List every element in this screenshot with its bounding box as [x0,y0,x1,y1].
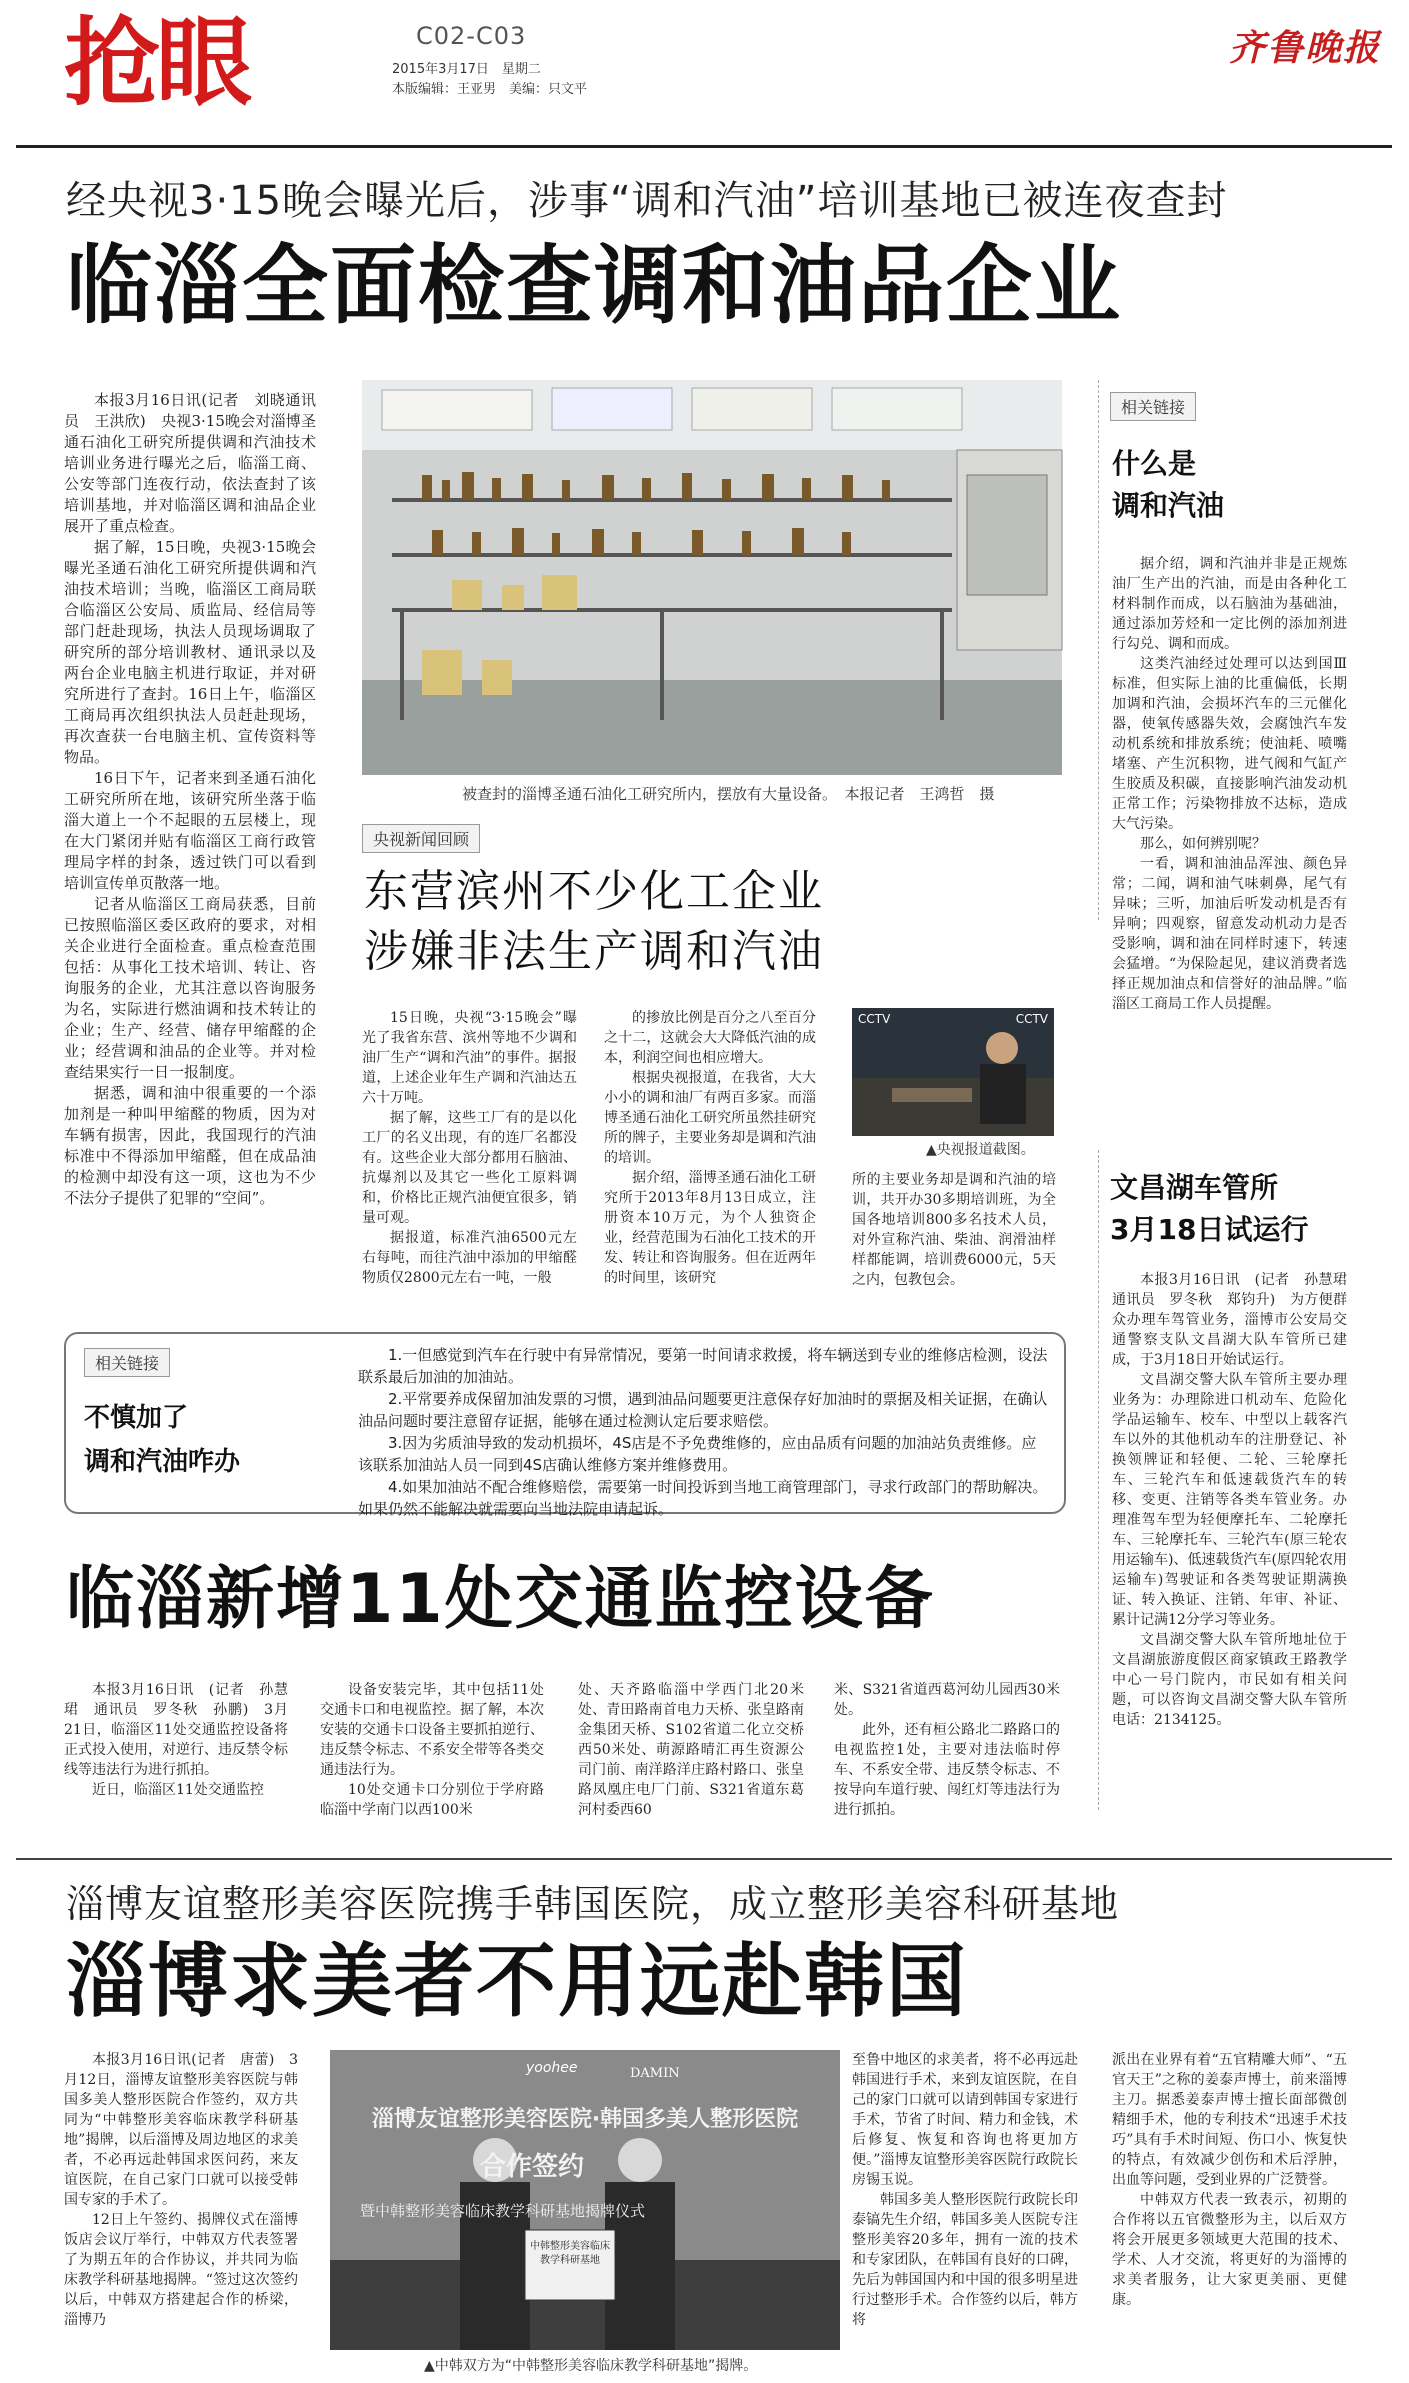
story2-paragraph: 据报道，标准汽油6500元左右每吨，而往汽油中添加的甲缩醛物质仅2800元左右一吨，一般 [362,1230,577,1286]
story2-tag: 央视新闻回顾 [362,824,480,853]
story2-headline-2: 涉嫌非法生产调和汽油 [364,926,824,977]
sidebar-oil-paragraph: 一看，调和油油品浑浊、颜色异常；二闻，调和油气味刺鼻，尾气有异味；三听，加油后听发动机是否有异响；四观察，留意发动机动力是否受影响，调和油在同样时速下，转速会猛增。“为保险起见，建议消费者选择正规加油点和信誉好的油品牌。”临淄区工商局工作人员提醒。 [1112,856,1347,1012]
sidebar-car-paragraph: 本报3月16日讯 (记者 孙慧珺 通讯员 罗冬秋 郑钧升) 为方便群众办理车驾管业务，淄博市公安局交通警察支队文昌湖大队车管所已建成，于3月18日开始试运行。 [1112,1272,1361,1368]
section-rule [16,1858,1392,1860]
sidebar-car-body [1112,1270,1361,1830]
story4-paragraph: 中韩双方代表一致表示，初期的合作将以五官微整形为主，以后双方将会开展更多领域更大范围的技术、学术、人才交流，将更好的为淄博的求美者服务，让大家更美丽、更健康。 [1112,2192,1347,2308]
lab-photo [362,380,1062,775]
story3-headline: 临淄新增11处交通监控设备 [66,1560,935,1639]
story3-paragraph: 处、天齐路临淄中学西门北20米处、青田路南首电力天桥、张皇路南金集团天桥、S102省道二化立交桥西50米处、萌源路晴汇再生资源公司门前、南洋路洋庄路村路口、张皇路凤凰庄电厂门前、S321省道东葛河村委西60 [578,1682,804,1818]
hospital-logo-a: yoohee [526,2060,578,2076]
story2-col2 [604,1008,816,1318]
story4-paragraph: 至鲁中地区的求美者，将不必再远赴韩国进行手术，来到友谊医院，在自己的家门口就可以请到韩国专家进行手术，节省了时间、精力和金钱，术后修复、恢复和咨询也将更加方便。”淄博友谊整形美容医院行政院长房锡玉说。 [852,2052,1078,2188]
story3-col1 [64,1680,288,1840]
story4-paragraph: 派出在业界有着“五官精雕大师”、“五官天王”之称的姜泰声博士，前来淄博主刀。据悉姜泰声博士擅长面部微创精细手术，他的专利技术“迅速手术技巧”具有手术时间短、伤口小、恢复快的特点，有效减少创伤和术后浮肿，出血等问题，受到业界的广泛赞誉。 [1112,2052,1347,2188]
sidebar-oil-heading-2: 调和汽油 [1112,489,1225,522]
story4-paragraph: 本报3月16日讯(记者 唐蕾) 3月12日，淄博友谊整形美容医院与韩国多美人整形医院合作签约，双方共同为“中韩整形美容临床教学科研基地”揭牌，以后淄博及周边地区的求美者，不必再远赴韩国求医问药，来友谊医院，在自己家门口就可以接受韩国专家的手术了。 [64,2052,298,2208]
sidebar-oil-paragraph: 这类汽油经过处理可以达到国Ⅲ标准，但实际上油的比重偏低，长期加调和汽油，会损坏汽车的三元催化器，使氧传感器失效，会腐蚀汽车发动机系统和排放系统；使油耗、喷嘴堵塞、产生沉积物，进气阀和气缸产生胶质及积碳，直接影响汽油发动机正常工作；污染物排放不达标，造成大气污染。 [1112,656,1347,832]
story2-col3 [852,1170,1056,1320]
banner-text: 淄博友谊整形美容医院·韩国多美人整形医院 [371,2107,799,2132]
story4-col1 [64,2050,298,2380]
tv-logo-left: CCTV [858,1012,891,1026]
tv-logo-right: CCTV [1015,1012,1048,1026]
tips-item: 3.因为劣质油导致的发动机损坏，4S店是不予免费维修的，应由品质有问题的加油站负责维修。应该联系加油站人员一同到4S店确认维修方案并维修费用。 [358,1434,1037,1474]
sidebar-oil-tag: 相关链接 [1110,392,1196,421]
tips-tag: 相关链接 [84,1348,170,1377]
lab-photo-illustration [362,380,1062,775]
plaque-text: 中韩整形美容临床教学科研基地 [530,2241,610,2266]
story1-body [64,390,316,1310]
newspaper-logo: 齐鲁晚报 [1228,27,1381,69]
story4-kicker: 淄博友谊整形美容医院携手韩国医院，成立整形美容科研基地 [66,1882,1120,1926]
hospital-logo-b: DAMIN [630,2066,680,2081]
tips-list [358,1344,1048,1518]
banner-sign: 合作签约 [480,2152,585,2182]
sidebar-divider [1098,1150,1100,1810]
tips-heading-2: 调和汽油咋办 [84,1447,241,1477]
story4-col2 [852,2050,1078,2380]
tips-item: 1.一但感觉到汽车在行驶中有异常情况，要第一时间请求救援，将车辆送到专业的维修店检测，设法联系最后加油的加油站。 [358,1346,1048,1386]
story3-col2 [320,1680,544,1840]
ceremony-photo-caption: ▲中韩双方为“中韩整形美容临床教学科研基地”揭牌。 [424,2358,758,2374]
story1-paragraph: 本报3月16日讯(记者 刘晓通讯员 王洪欣) 央视3·15晚会对淄博圣通石油化工研究所提供调和汽油技术培训业务进行曝光之后，临淄工商、公安等部门连夜行动，依法查封了该培训基地，并对临淄区调和油品企业展开了重点检查。 [64,391,316,535]
tv-screenshot [852,1008,1054,1136]
sidebar-car-heading-2: 3月18日试运行 [1110,1213,1309,1246]
story3-paragraph: 近日，临淄区11处交通监控 [92,1782,264,1798]
tv-screenshot-illustration [852,1008,1054,1136]
banner-subtitle: 暨中韩整形美容临床教学科研基地揭牌仪式 [360,2202,646,2220]
story1-paragraph: 16日下午，记者来到圣通石油化工研究所所在地，该研究所坐落于临淄大道上一个不起眼的五层楼上，现在大门紧闭并贴有临淄区工商行政管理局字样的封条，透过铁门可以看到培训宣传单页散落一地。 [64,769,316,892]
story2-paragraph: 所的主要业务却是调和汽油的培训，共开办30多期培训班，为全国各地培训800多名技术人员，对外宣称汽油、柴油、润滑油样样都能调，培训费6000元，5天之内，包教包会。 [852,1172,1056,1288]
issue-date: 2015年3月17日 星期二 [392,62,541,77]
sidebar-oil-paragraph: 那么，如何辨别呢？ [1140,836,1266,852]
story3-col3 [578,1680,804,1840]
sidebar-oil-body [1112,554,1347,1114]
sidebar-oil-heading-1: 什么是 [1112,447,1197,480]
story3-paragraph: 设备安装完毕，其中包括11处交通卡口和电视监控。据了解，本次安装的交通卡口设备主要抓拍逆行、违反禁令标志、不系安全带等各类交通违法行为。 [320,1682,544,1778]
story2-paragraph: 据介绍，淄博圣通石油化工研究所于2013年8月13日成立，注册资本10万元，为个人独资企业，经营范围为石油化工技术的开发、转让和咨询服务。但在近两年的时间里，该研究 [604,1170,816,1286]
ceremony-photo [330,2050,840,2350]
sidebar-car-paragraph: 文昌湖交警大队车管所主要办理业务为：办理除进口机动车、危险化学品运输车、校车、中型以上载客汽车以外的其他机动车的注册登记、补换领牌证和轻便、二轮、三轮摩托车、三轮汽车和低速载货汽车的转移、变更、注销等各类车管业务。办理准驾车型为轻便摩托车、二轮摩托车、三轮摩托车、三轮汽车(原三轮农用运输车)、低速载货汽车(原四轮农用运输车)驾驶证和各类驾驶证期满换证、转入换证、注销、年审、补证、累计记满12分学习等业务。 [1112,1372,1347,1628]
story1-paragraph: 据悉，调和油中很重要的一个添加剂是一种叫甲缩醛的物质，因为对车辆有损害，因此，我国现行的汽油标准中不得添加甲缩醛，但在成品油的检测中却没有这一项，这也为不少不法分子提供了犯罪的“空间”。 [64,1084,316,1207]
story2-paragraph: 15日晚，央视“3·15晚会”曝光了我省东营、滨州等地不少调和油厂生产“调和汽油”的事件。据报道，上述企业年生产调和汽油达五六十万吨。 [362,1010,577,1106]
story1-headline: 临淄全面检查调和油品企业 [66,236,1122,336]
story3-paragraph: 10处交通卡口分别位于学府路临淄中学南门以西100米 [320,1782,544,1818]
story4-paragraph: 12日上午签约、揭牌仪式在淄博饭店会议厅举行，中韩双方代表签署了为期五年的合作协议，并共同为临床教学科研基地揭牌。“签过这次签约以后，中韩双方搭建起合作的桥梁，淄博乃 [64,2212,298,2328]
sidebar-divider [1098,380,1100,920]
story2-col1 [362,1008,577,1318]
page-editors: 本版编辑：王亚男 美编：只文平 [392,82,588,97]
masthead-title: 抢眼 [64,7,248,119]
tips-item: 4.如果加油站不配合维修赔偿，需要第一时间投诉到当地工商管理部门，寻求行政部门的帮助解决。如果仍然不能解决就需要向当地法院申请起诉。 [358,1478,1048,1518]
sidebar-car-heading-1: 文昌湖车管所 [1110,1171,1279,1204]
story4-headline: 淄博求美者不用远赴韩国 [66,1935,968,2028]
sidebar-oil-paragraph: 据介绍，调和汽油并非是正规炼油厂生产出的汽油，而是由各种化工材料制作而成，以石脑油为基础油，通过添加芳烃和一定比例的添加剂进行勾兑、调和而成。 [1112,556,1347,652]
section-code: C02-C03 [416,22,527,50]
story3-paragraph: 此外，还有桓公路北二路路口的电视监控1处，主要对违法临时停车、不系安全带、违反禁令标志、不按导向车道行驶、闯红灯等违法行为进行抓拍。 [834,1722,1060,1818]
tv-screenshot-caption: ▲央视报道截图。 [926,1142,1035,1158]
story3-paragraph: 米、S321省道西葛河幼儿园西30米处。 [834,1682,1060,1718]
story3-col4 [834,1680,1060,1840]
lab-photo-caption: 被查封的淄博圣通石油化工研究所内，摆放有大量设备。 本报记者 王鸿哲 摄 [462,785,995,803]
story3-paragraph: 本报3月16日讯 (记者 孙慧珺 通讯员 罗冬秋 孙鹏) 3月21日，临淄区11处交通监控设备将正式投入使用，对逆行、违反禁令标线等违法行为进行抓拍。 [64,1682,288,1778]
story4-paragraph: 韩国多美人整形医院行政院长印泰镐先生介绍，韩国多美人医院专注整形美容20多年，拥有一流的技术和专家团队，在韩国有良好的口碑，先后为韩国国内和中国的很多明星进行过整形手术。合作签约以后，韩方将 [852,2192,1078,2328]
tips-item: 2.平常要养成保留加油发票的习惯，遇到油品问题要更注意保存好加油时的票据及相关证据，在确认油品问题时要注意留存证据，能够在通过检测认定后要求赔偿。 [358,1390,1048,1430]
story1-paragraph: 据了解，15日晚，央视3·15晚会曝光圣通石油化工研究所提供调和汽油技术培训；当晚，临淄区工商局联合临淄区公安局、质监局、经信局等部门赶赴现场，执法人员现场调取了研究所的部分培训教材、通讯录以及两台企业电脑主机进行取证，并对研究所进行了查封。16日上午，临淄区工商局再次组织执法人员赶赴现场，再次查获一台电脑主机、宣传资料等物品。 [64,538,316,766]
story2-paragraph: 据了解，这些工厂有的是以化工厂的名义出现，有的连厂名都没有。这些企业大部分都用石脑油、抗爆剂以及其它一些化工原料调和，价格比正规汽油便宜很多，销量可观。 [362,1110,577,1226]
story2-paragraph: 的掺放比例是百分之八至百分之十二，这就会大大降低汽油的成本，利润空间也相应增大。 [604,1010,816,1066]
story2-headline-1: 东营滨州不少化工企业 [364,866,824,917]
sidebar-car-paragraph: 文昌湖交警大队车管所地址位于文昌湖旅游度假区商家镇政王路教学中心一号门院内，市民如有相关问题，可以咨询文昌湖交警大队车管所电话：2134125。 [1112,1632,1347,1728]
story4-col3 [1112,2050,1347,2380]
story1-kicker: 经央视3·15晚会曝光后，涉事“调和汽油”培训基地已被连夜查封 [66,178,1228,224]
tips-heading-1: 不慎加了 [84,1403,189,1433]
masthead-rule [16,145,1392,148]
story1-paragraph: 记者从临淄区工商局获悉，目前已按照临淄区委区政府的要求，对相关企业进行全面检查。重点检查范围包括：从事化工技术培训、转让、咨询服务的企业，尤其注意以咨询服务为名，实际进行燃油调和技术转让的企业；生产、经营、储存甲缩醛的企业；经营调和油品的企业等。并对检查结果实行一日一报制度。 [64,895,316,1081]
story2-paragraph: 根据央视报道，在我省，大大小小的调和油厂有两百多家。而淄博圣通石油化工研究所虽然挂研究所的牌子，主要业务却是调和汽油的培训。 [604,1070,816,1166]
